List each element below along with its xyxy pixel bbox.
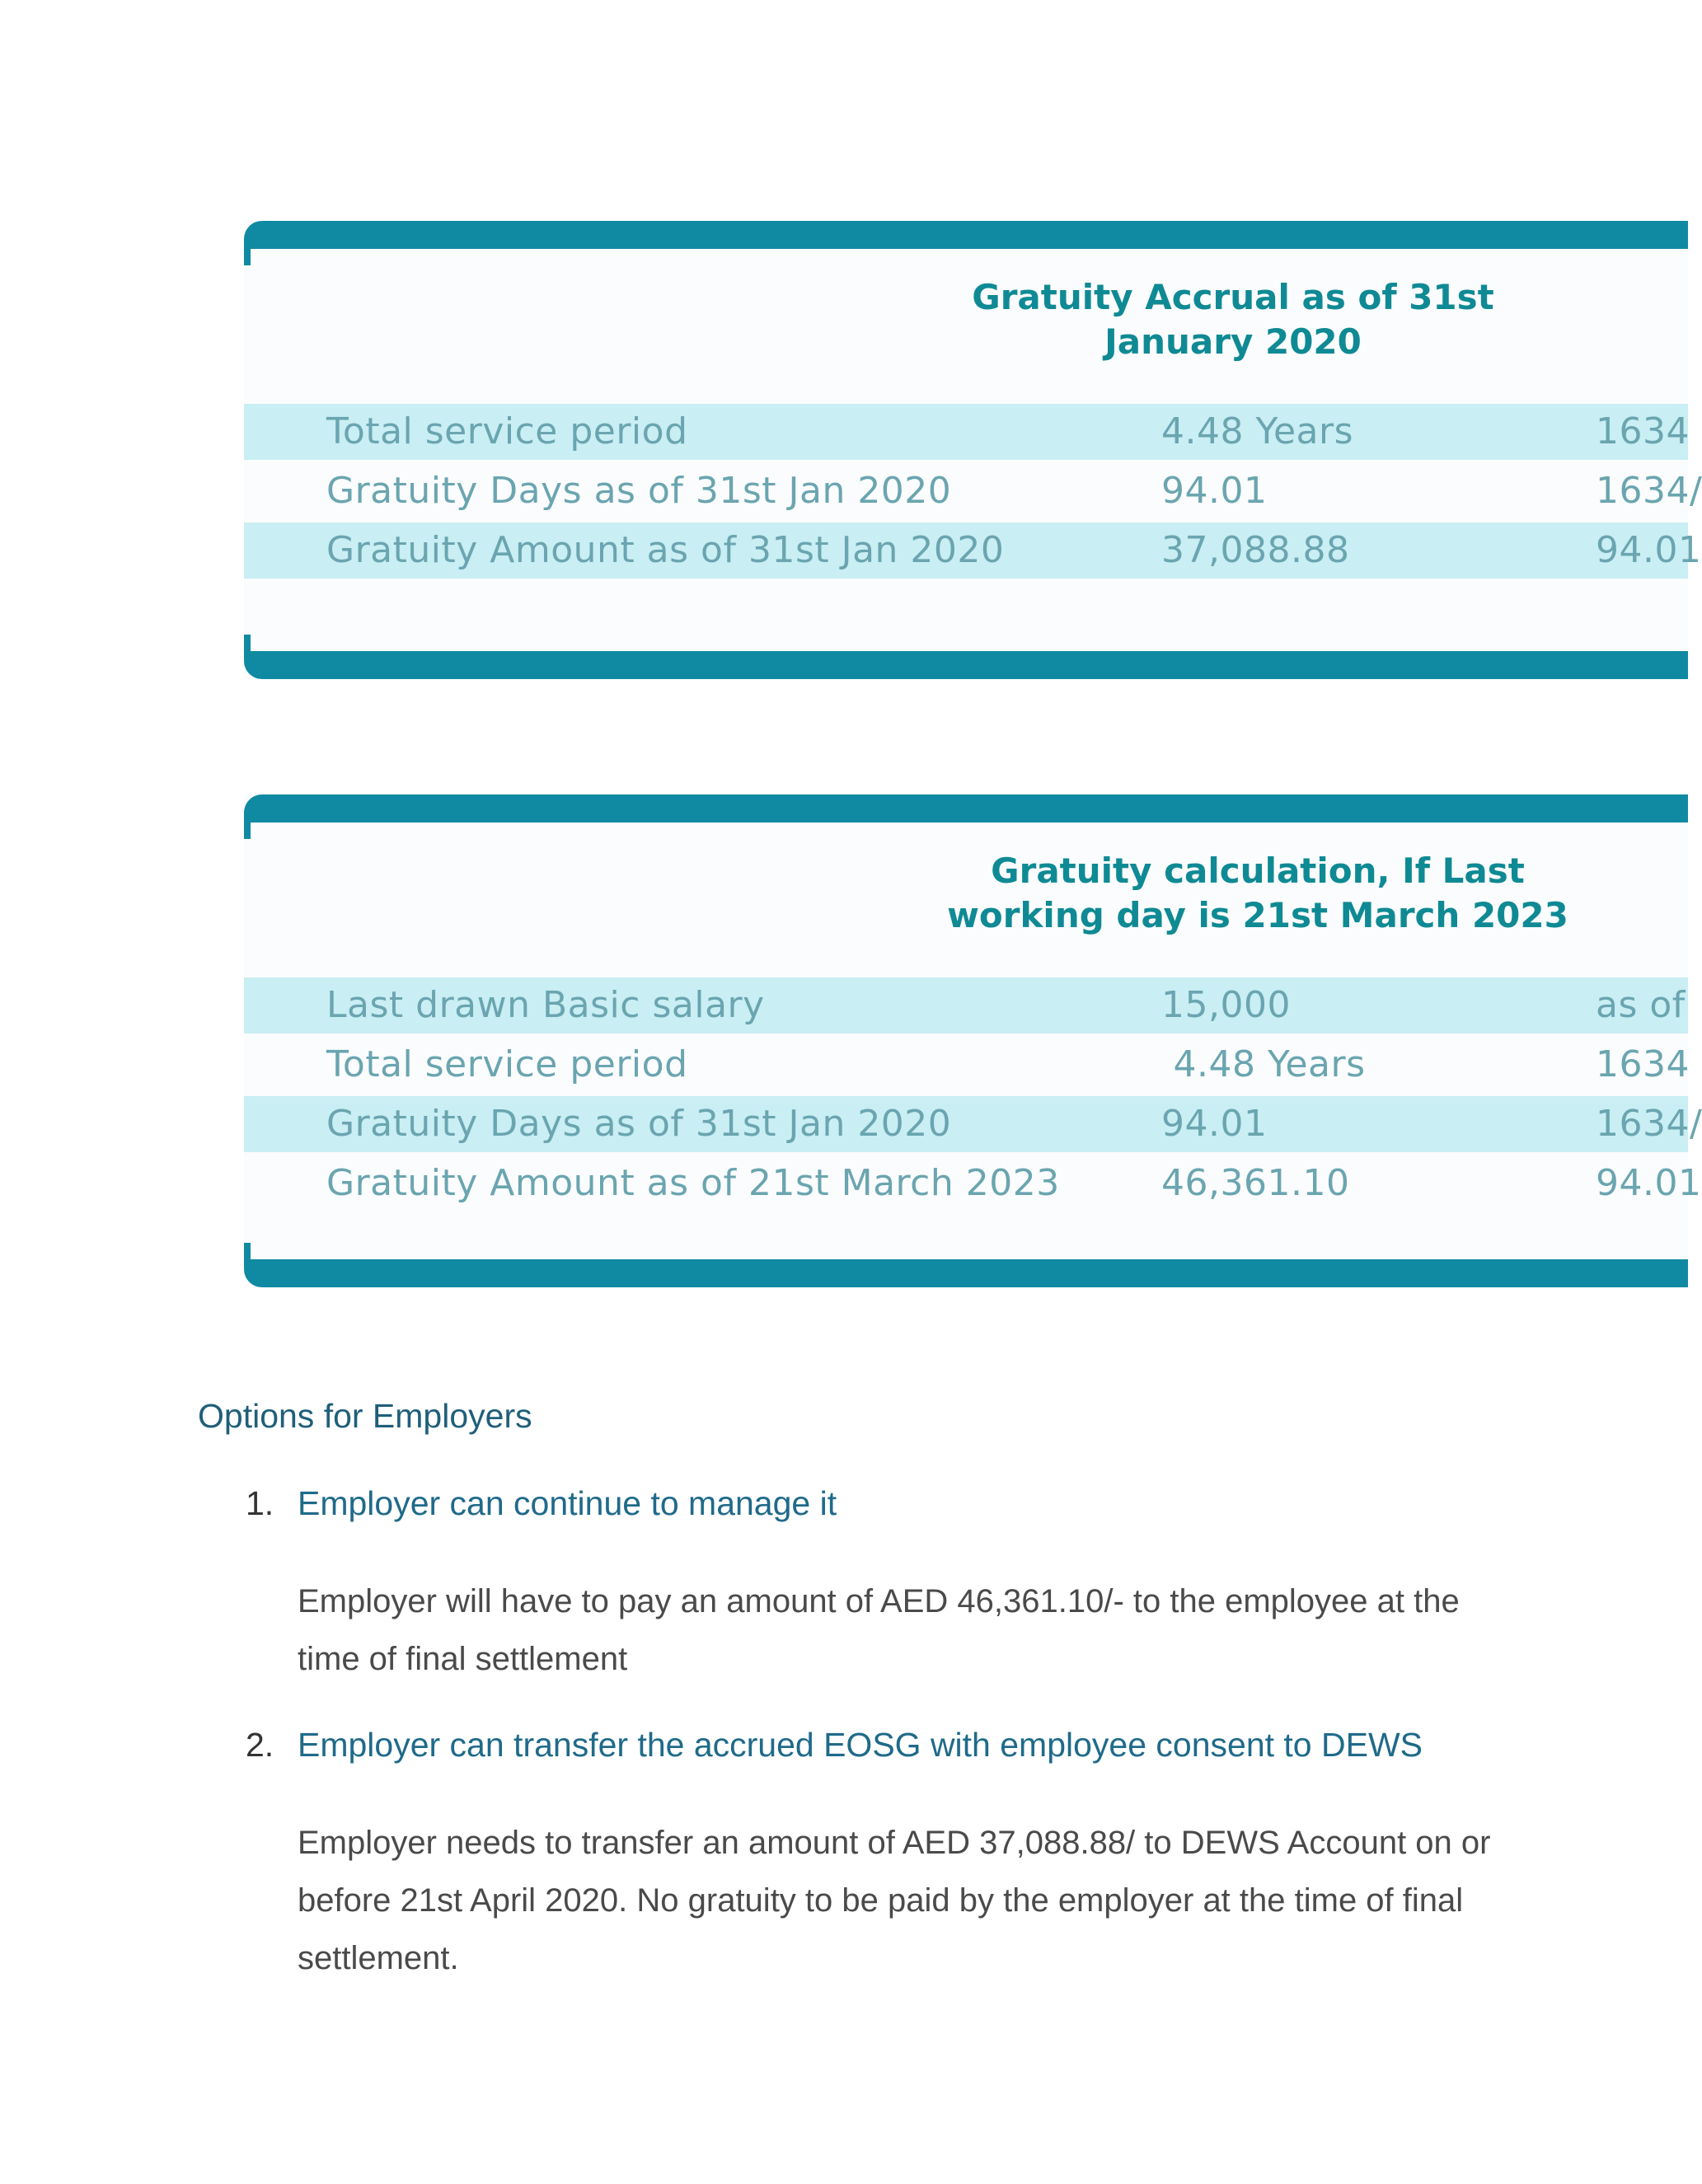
options-heading: Options for Employers xyxy=(198,1397,532,1435)
card-top-bar xyxy=(244,221,1688,249)
row-label: Total service period xyxy=(326,1043,688,1085)
row-label: Gratuity Amount as of 21st March 2023 xyxy=(326,1162,1060,1204)
row-value: 15,000 xyxy=(1161,984,1291,1026)
card-bottom-bar xyxy=(244,1259,1688,1287)
row-label: Gratuity Days as of 31st Jan 2020 xyxy=(326,470,952,512)
table-row xyxy=(244,977,1688,1033)
list-item-title: Employer can continue to manage it xyxy=(298,1484,837,1522)
row-extra: 1634 xyxy=(1596,1043,1690,1085)
table-row xyxy=(244,404,1688,460)
card-bottom-bar xyxy=(244,651,1688,679)
gratuity-calculation-card xyxy=(244,794,1702,1287)
row-extra: 94.01 xyxy=(1596,1162,1702,1204)
list-number: 2. xyxy=(246,1726,274,1764)
list-number: 1. xyxy=(246,1484,274,1522)
list-item-paragraph: Employer needs to transfer an amount of AED 37,088.88/ to DEWS Account on or before 21st April 2020. No gratuity to be paid by the employer at the time of final settlement. xyxy=(298,1825,1491,1976)
card-title-line-1: Gratuity Accrual as of 31st xyxy=(972,277,1494,317)
row-extra: as of xyxy=(1596,984,1686,1026)
card-title-line-1: Gratuity calculation, If Last xyxy=(991,851,1525,891)
row-value: 46,361.10 xyxy=(1161,1162,1350,1204)
row-extra: 1634/ xyxy=(1596,1103,1702,1145)
row-extra: 1634/ xyxy=(1596,470,1702,512)
table-row xyxy=(244,463,1702,519)
gratuity-accrual-card xyxy=(244,221,1702,679)
row-label: Gratuity Amount as of 31st Jan 2020 xyxy=(326,529,1005,571)
row-label: Total service period xyxy=(326,410,688,452)
row-label: Gratuity Days as of 31st Jan 2020 xyxy=(326,1103,952,1145)
row-extra: 94.01 xyxy=(1596,529,1702,571)
card-title-line-2: January 2020 xyxy=(1104,321,1362,362)
table-row xyxy=(244,1096,1702,1152)
row-value: 4.48 Years xyxy=(1161,410,1354,452)
card-title-line-2: working day is 21st March 2023 xyxy=(947,895,1568,935)
table-row xyxy=(244,523,1702,579)
list-item-paragraph: Employer will have to pay an amount of AED 46,361.10/- to the employee at the time of final settlement xyxy=(298,1583,1460,1677)
row-extra: 1634 xyxy=(1596,410,1690,452)
table-row xyxy=(244,1037,1688,1093)
row-value: 4.48 Years xyxy=(1161,1043,1366,1085)
list-item-title: Employer can transfer the accrued EOSG with employee consent to DEWS xyxy=(298,1726,1423,1764)
row-value: 94.01 xyxy=(1161,1103,1268,1145)
table-row xyxy=(244,1155,1702,1212)
card-title xyxy=(846,849,1670,938)
row-value: 94.01 xyxy=(1161,470,1268,512)
row-label: Last drawn Basic salary xyxy=(326,984,765,1026)
card-title xyxy=(846,275,1620,364)
card-top-bar xyxy=(244,794,1688,823)
row-value: 37,088.88 xyxy=(1161,529,1350,571)
